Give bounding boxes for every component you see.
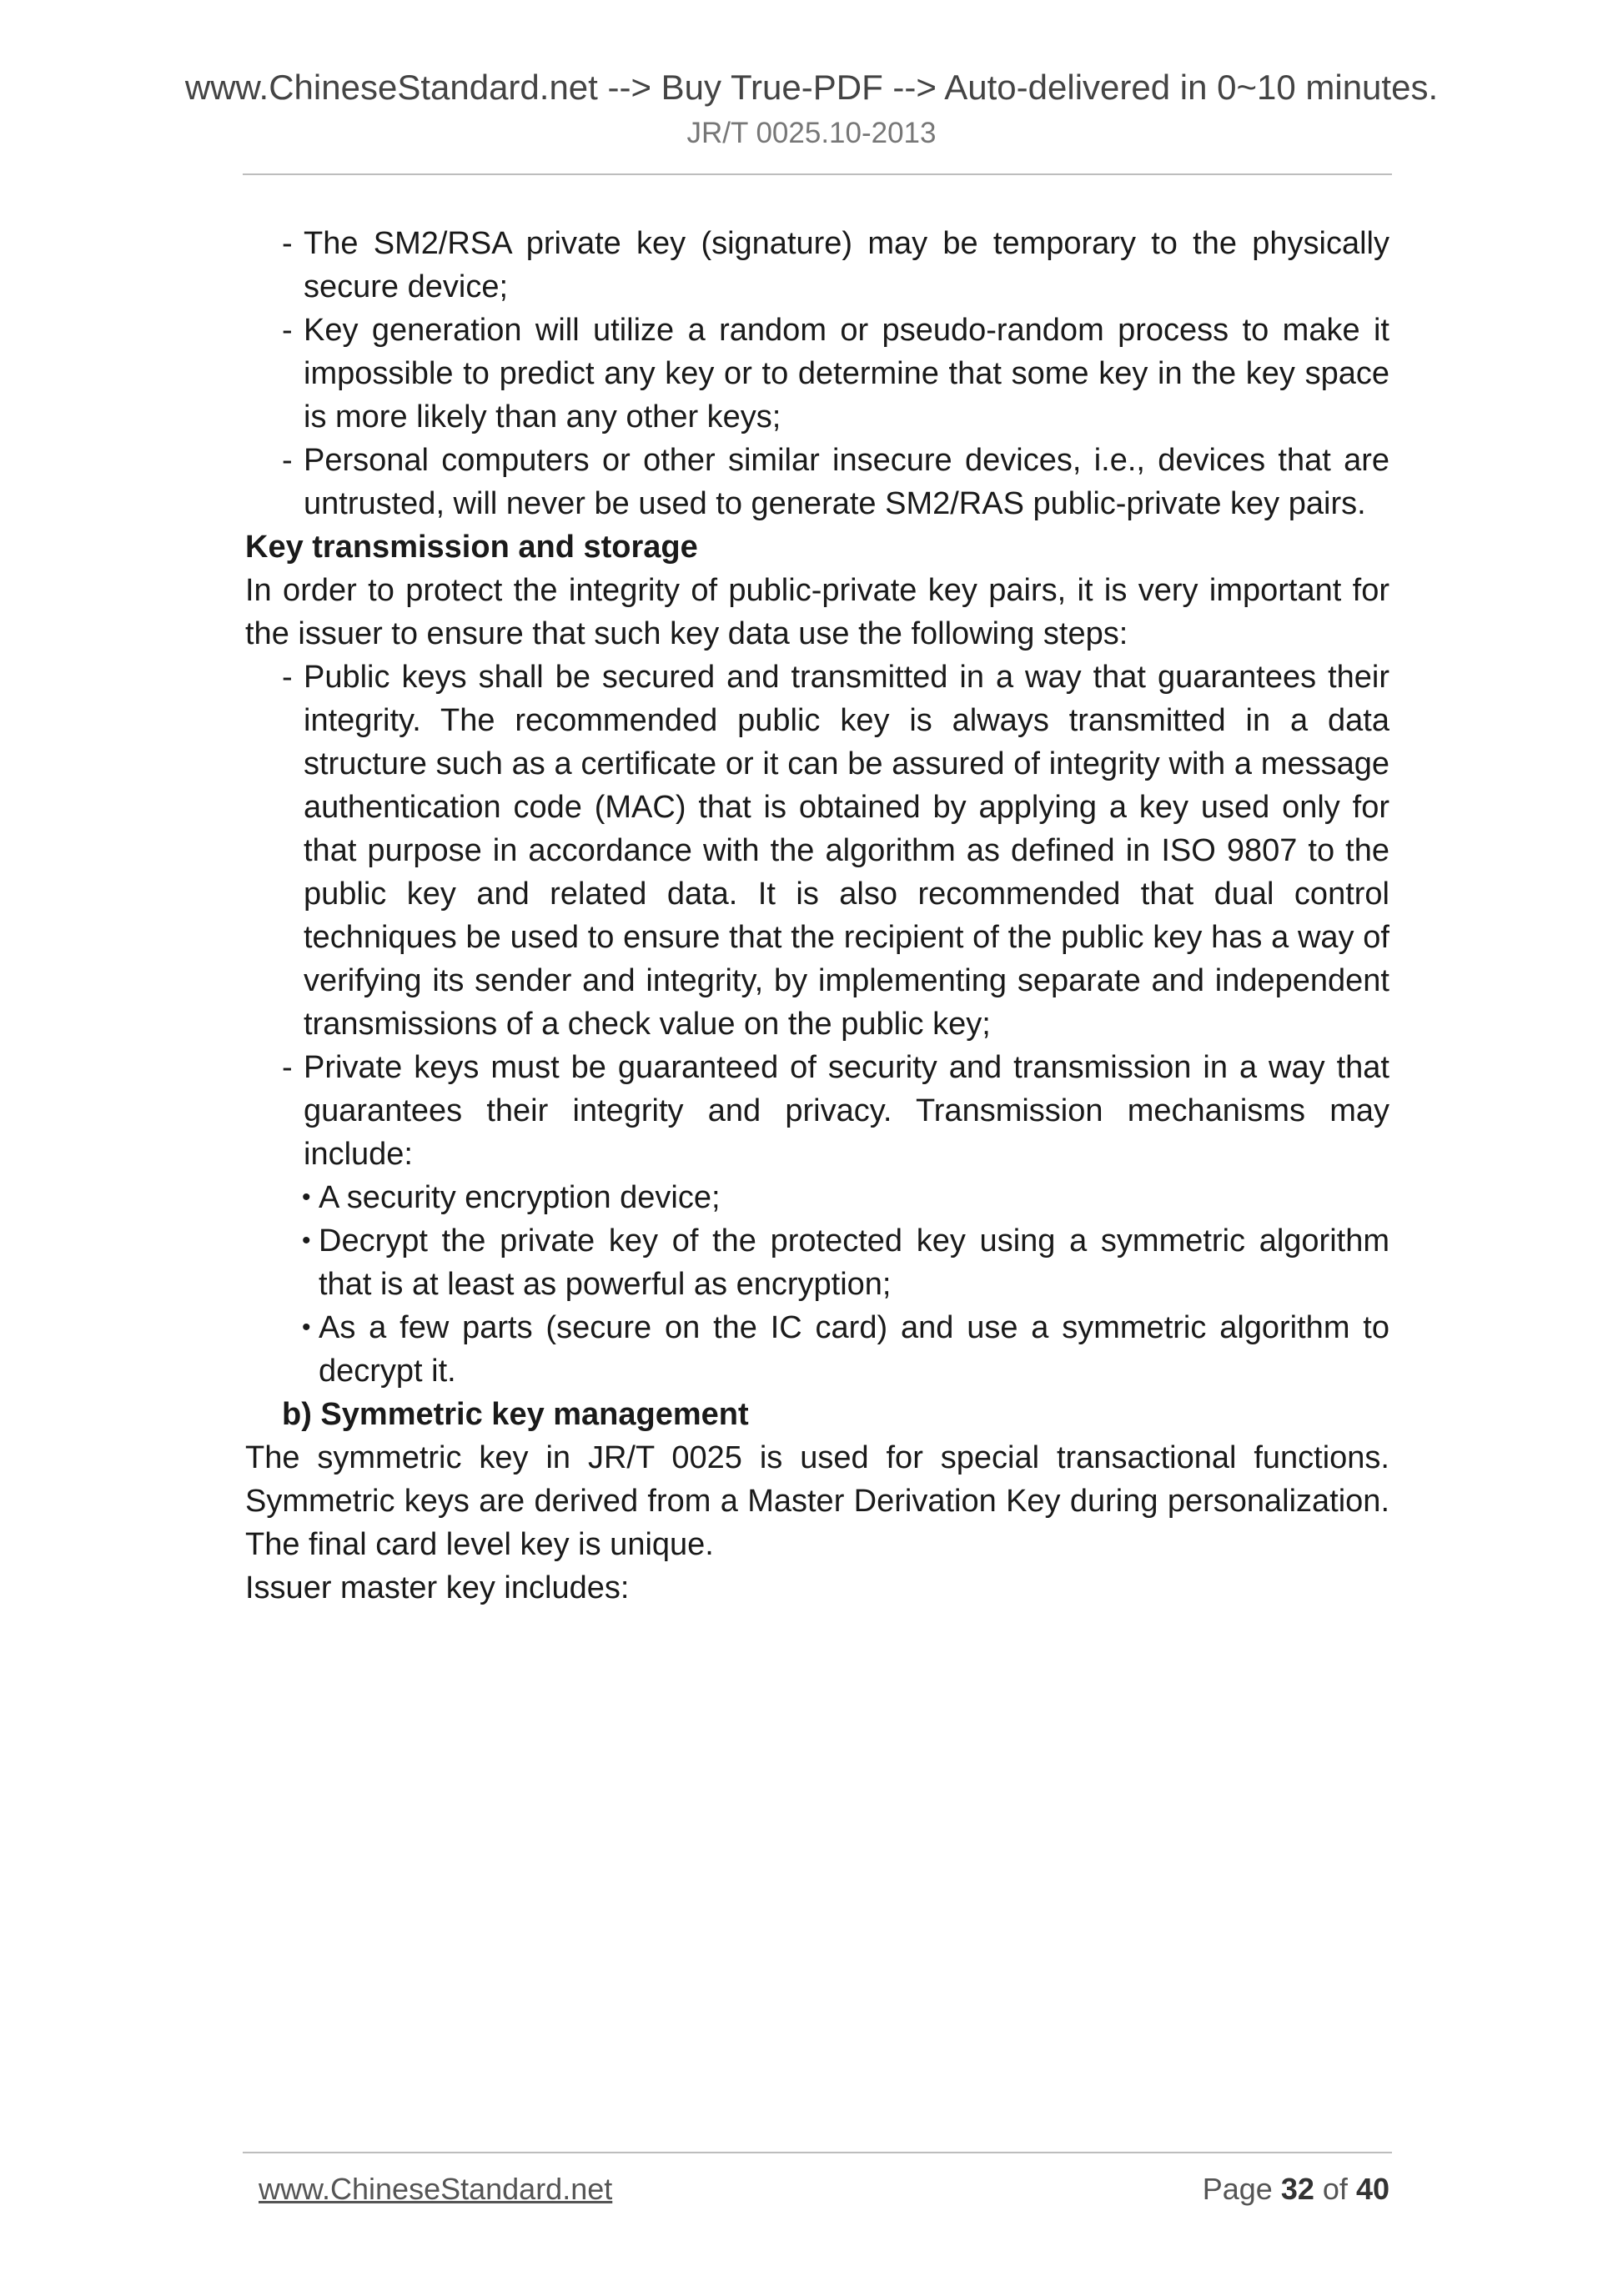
list-item-text: As a few parts (secure on the IC card) and use a symmetric algorithm to decrypt it. (319, 1310, 1389, 1389)
bullet-icon: • (302, 1314, 311, 1341)
header-divider (243, 173, 1392, 175)
list-item-text: The SM2/RSA private key (signature) may be temporary to the physically secure device; (304, 226, 1389, 304)
list-item-bullet (245, 1219, 1389, 1306)
page-label: Page (1202, 2172, 1273, 2206)
page-indicator (1203, 2171, 1389, 2208)
list-item-dash (245, 1046, 1389, 1176)
of-label: of (1322, 2172, 1348, 2206)
list-item-text: Personal computers or other similar insecure devices, i.e., devices that are untrusted, will never be used to generate SM2/RAS public-private key pairs. (304, 443, 1389, 521)
dash-marker: - (282, 226, 293, 261)
list-item-text: Decrypt the private key of the protected key using a symmetric algorithm that is at least as powerful as encryption; (319, 1223, 1389, 1302)
section-heading: b) Symmetric key management (282, 1397, 749, 1432)
footer-website-link[interactable]: www.ChineseStandard.net (259, 2172, 613, 2206)
document-id: JR/T 0025.10-2013 (686, 117, 937, 149)
list-item-text: Key generation will utilize a random or pseudo-random process to make it impossible to predict any key or to determine that some key in the key space is more likely than any other keys; (304, 313, 1389, 435)
bullet-icon: • (302, 1227, 311, 1254)
dash-marker: - (282, 313, 293, 348)
page-number: 32 (1280, 2172, 1314, 2206)
list-item-dash (245, 656, 1389, 1046)
list-item-dash (245, 439, 1389, 525)
page-body (245, 222, 1389, 1610)
list-item-text: A security encryption device; (319, 1180, 721, 1215)
header-banner: www.ChineseStandard.net --> Buy True-PDF --> Auto-delivered in 0~10 minutes. (184, 68, 1439, 107)
section-heading: Key transmission and storage (245, 530, 698, 565)
list-item-text: Private keys must be guaranteed of security and transmission in a way that guarantees their integrity and privacy. Transmission mechanisms may include: (304, 1050, 1389, 1172)
paragraph: Issuer master key includes: (245, 1570, 630, 1605)
dash-marker: - (282, 1050, 293, 1085)
list-item-bullet (245, 1176, 1389, 1219)
dash-marker: - (282, 660, 293, 695)
list-item-dash (245, 222, 1389, 309)
list-item-text: Public keys shall be secured and transmitted in a way that guarantees their integrity. The recommended public key is always transmitted in a data structure such as a certificate or it can be assured of integrity with a message authentication code (MAC) that is obtained by applying a key used only for that purpose in accordance with the algorithm as defined in ISO 9807 to the public key and related data. It is also recommended that dual control techniques be used to ensure that the recipient of the public key has a way of verifying its sender and integrity, by implementing separate and independent transmissions of a check value on the public key; (304, 660, 1389, 1042)
page-total: 40 (1355, 2172, 1389, 2206)
bullet-icon: • (302, 1183, 311, 1211)
footer-divider (243, 2152, 1392, 2153)
list-item-bullet (245, 1306, 1389, 1393)
list-item-dash (245, 309, 1389, 439)
paragraph: In order to protect the integrity of public-private key pairs, it is very important for the issuer to ensure that such key data use the following steps: (245, 573, 1389, 651)
paragraph: The symmetric key in JR/T 0025 is used for special transactional functions. Symmetric keys are derived from a Master Derivation Key during personalization. The final card level key is unique. (245, 1440, 1389, 1562)
dash-marker: - (282, 443, 293, 478)
